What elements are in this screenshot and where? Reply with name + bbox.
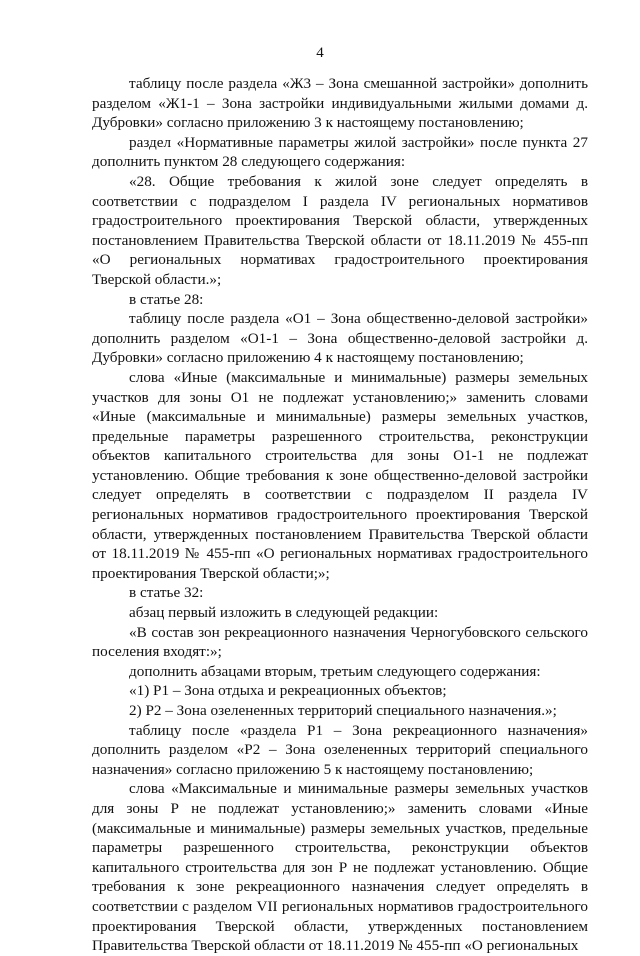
paragraph: абзац первый изложить в следующей редакции: [129,604,439,622]
paragraph: «28. Общие требования к жилой зоне следует определять в соответствии с подразделом I раздела IV региональных нормативов градостроительного проектирования Тверской области, утвержденных постановлением Правительства Тверской области от 18.11.2019 № 455-пп «О региональных нормативах градостроительного проектирования Тверской области.»; [92,172,588,288]
paragraph: раздел «Нормативные параметры жилой застройки» после пункта 27 дополнить пунктом 28 следующего содержания: [92,133,588,171]
paragraph: 2) Р2 – Зона озелененных территорий специального назначения.»; [129,702,557,719]
paragraph: дополнить абзацами вторым, третьим следующего содержания: [129,662,541,680]
paragraph: слова «Максимальные и минимальные размеры земельных участков для зоны Р не подлежат установлению;» заменить словами «Иные (максимальные и минимальные) размеры земельных участков, предельные параметры разрешенного строительства, реконструкции объектов капитального строительства для зон Р не подлежат установлению. Общие требования к зоне рекреационного назначения следует определять в соответствии с разделом VII региональных нормативов градостроительного проектирования Тверской области, утвержденных постановлением Правительства Тверской области от 18.11.2019 № 455-пп «О региональных [92,780,588,955]
paragraph: слова «Иные (максимальные и минимальные) размеры земельных участков для зоны О1 не подлежат установлению;» заменить словами «Иные (максимальные и минимальные) размеры земельных участков, предельные параметры разрешенного строительства, реконструкции объектов капитального строительства для зоны О1-1 не подлежат установлению. Общие требования к зоне общественно-деловой застройки следует определять в соответствии с подразделом II раздела IV региональных нормативов градостроительного проектирования Тверской области, утвержденных постановлением Правительства Тверской области от 18.11.2019 № 455-пп «О региональных нормативах градостроительного проектирования Тверской области;»; [92,368,588,582]
paragraph: «В состав зон рекреационного назначения Черногубовского сельского поселения входят:»; [92,623,588,661]
paragraph: таблицу после «раздела Р1 – Зона рекреационного назначения» дополнить разделом «Р2 – Зона озелененных территорий специального назначения» согласно приложению 5 к настоящему постановлению; [92,721,588,778]
paragraph: таблицу после раздела «О1 – Зона общественно-деловой застройки» дополнить разделом «О1-1 – Зона общественно-деловой застройки д. Дубровки» согласно приложению 4 к настоящему постановлению; [92,310,588,367]
paragraph: таблицу после раздела «Ж3 – Зона смешанной застройки» дополнить разделом «Ж1-1 – Зона застройки индивидуальными жилыми домами д. Дубровки» согласно приложению 3 к настоящему постановлению; [92,75,588,132]
paragraph: в статье 32: [129,584,204,602]
paragraph: «1) Р1 – Зона отдыха и рекреационных объектов; [129,682,447,700]
page-number: 4 [316,45,324,61]
paragraph: в статье 28: [129,290,204,308]
document-body [92,74,588,956]
